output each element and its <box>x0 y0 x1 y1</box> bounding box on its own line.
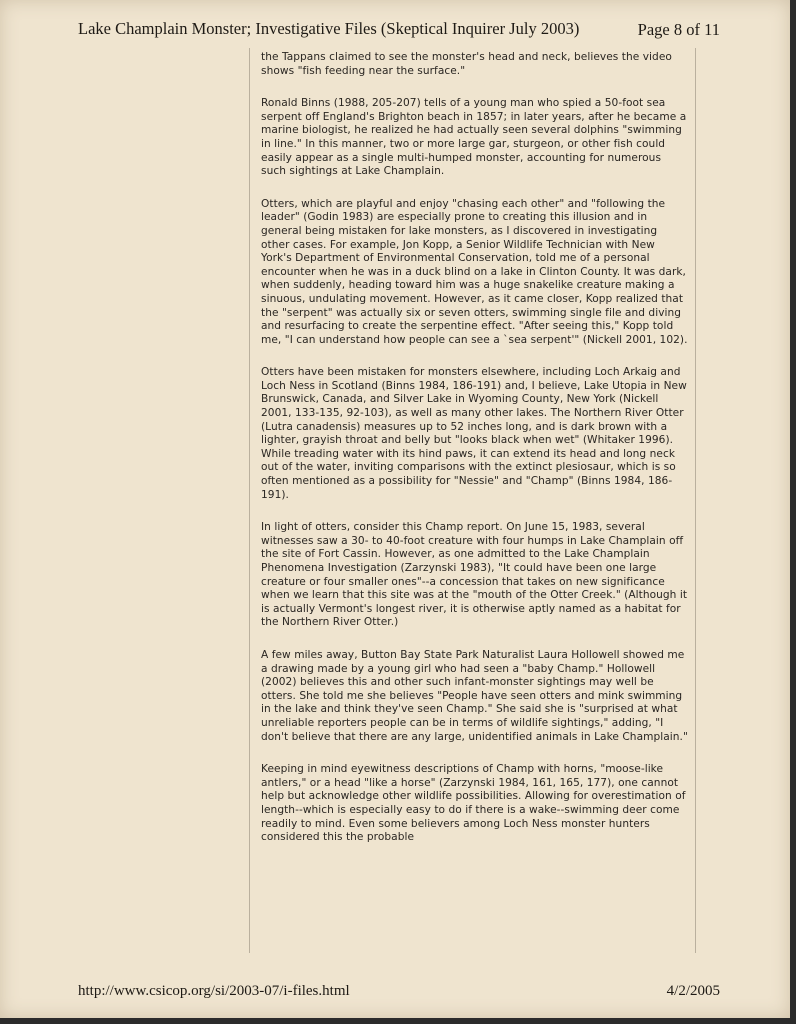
source-url: http://www.csicop.org/si/2003-07/i-files.html <box>78 983 350 999</box>
paragraph: Otters have been mistaken for monsters elsewhere, including Loch Arkaig and Loch Ness in Scotland (Binns 1984, 186-191) and, I believe, Lake Utopia in New Brunswick, Canada, and Silver Lake in Wyoming County, New York (Nickell 2001, 133-135, 92-103), as well as many other lakes. The Northern River Otter (Lutra canadensis) measures up to 52 inches long, and is dark brown with a lighter, grayish throat and belly but "looks black when wet" (Whitaker 1996). While treading water with its hind paws, it can extend its head and long neck out of the water, inviting comparisons with the extinct plesiosaur, which is so often mentioned as a possibility for "Nessie" and "Champ" (Binns 1984, 186-191). <box>261 366 687 501</box>
paragraph: In light of otters, consider this Champ report. On June 15, 1983, several witnesses saw a 30- to 40-foot creature with four humps in Lake Champlain off the site of Fort Cassin. However, as one admitted to the Lake Champlain Phenomena Investigation (Zarzynski 1983), "It could have been one large creature or four smaller ones"--a concession that takes on new significance when we learn that this site was at the "mouth of the Otter Creek." (Although it is actually Vermont's longest river, it is otherwise aptly named as a habitat for the Northern River Otter.) <box>261 521 688 629</box>
right-column-rule <box>695 48 696 953</box>
page-footer <box>78 983 720 1003</box>
paragraph: the Tappans claimed to see the monster's head and neck, believes the video shows "fish feeding near the surface." <box>261 51 672 77</box>
paragraph: Ronald Binns (1988, 205-207) tells of a young man who spied a 50-foot sea serpent off England's Brighton beach in 1857; in later years, after he became a marine biologist, he realized he had actually seen several dolphins "swimming in line." In this manner, two or more large gar, sturgeon, or other fish could easily appear as a single multi-humped monster, accounting for numerous such sightings at Lake Champlain. <box>261 97 687 178</box>
page-number: Page 8 of 11 <box>637 20 720 39</box>
article-body <box>261 51 689 864</box>
document-title: Lake Champlain Monster; Investigative Files (Skeptical Inquirer July 2003) <box>78 19 580 38</box>
paragraph: Keeping in mind eyewitness descriptions of Champ with horns, "moose-like antlers," or a head "like a horse" (Zarzynski 1984, 161, 165, 177), one cannot help but acknowledge other wildlife possibilities. Allowing for overestimation of length--which is especially easy to do if there is a wake--swimming deer come readily to mind. Even some believers among Loch Ness monster hunters considered this the probable <box>261 763 686 844</box>
left-column-rule <box>249 48 250 953</box>
print-date: 4/2/2005 <box>666 983 720 999</box>
paragraph: Otters, which are playful and enjoy "chasing each other" and "following the leader" (Godin 1983) are especially prone to creating this illusion and in general being mistaken for lake monsters, as I discovered in investigating other cases. For example, Jon Kopp, a Senior Wildlife Technician with New York's Department of Environmental Conservation, told me of a personal encounter when he was in a duck blind on a lake in Clinton County. It was dark, when suddenly, heading toward him was a huge snakelike creature making a sinuous, undulating movement. However, as it came closer, Kopp realized that the "serpent" was actually six or seven otters, swimming single file and diving and resurfacing to create the serpentine effect. "After seeing this," Kopp told me, "I can understand how people can see a `sea serpent'" (Nickell 2001, 102). <box>261 197 688 346</box>
paragraph: A few miles away, Button Bay State Park Naturalist Laura Hollowell showed me a drawing made by a young girl who had seen a "baby Champ." Hollowell (2002) believes this and other such infant-monster sightings may well be otters. She told me she believes "People have seen otters and mink swimming in the lake and think they've seen Champ." She said she is "surprised at what unreliable reporters people can be in terms of wildlife sightings," adding, "I don't believe that there are any large, unidentified animals in Lake Champlain." <box>261 648 688 743</box>
page-header <box>78 19 720 43</box>
